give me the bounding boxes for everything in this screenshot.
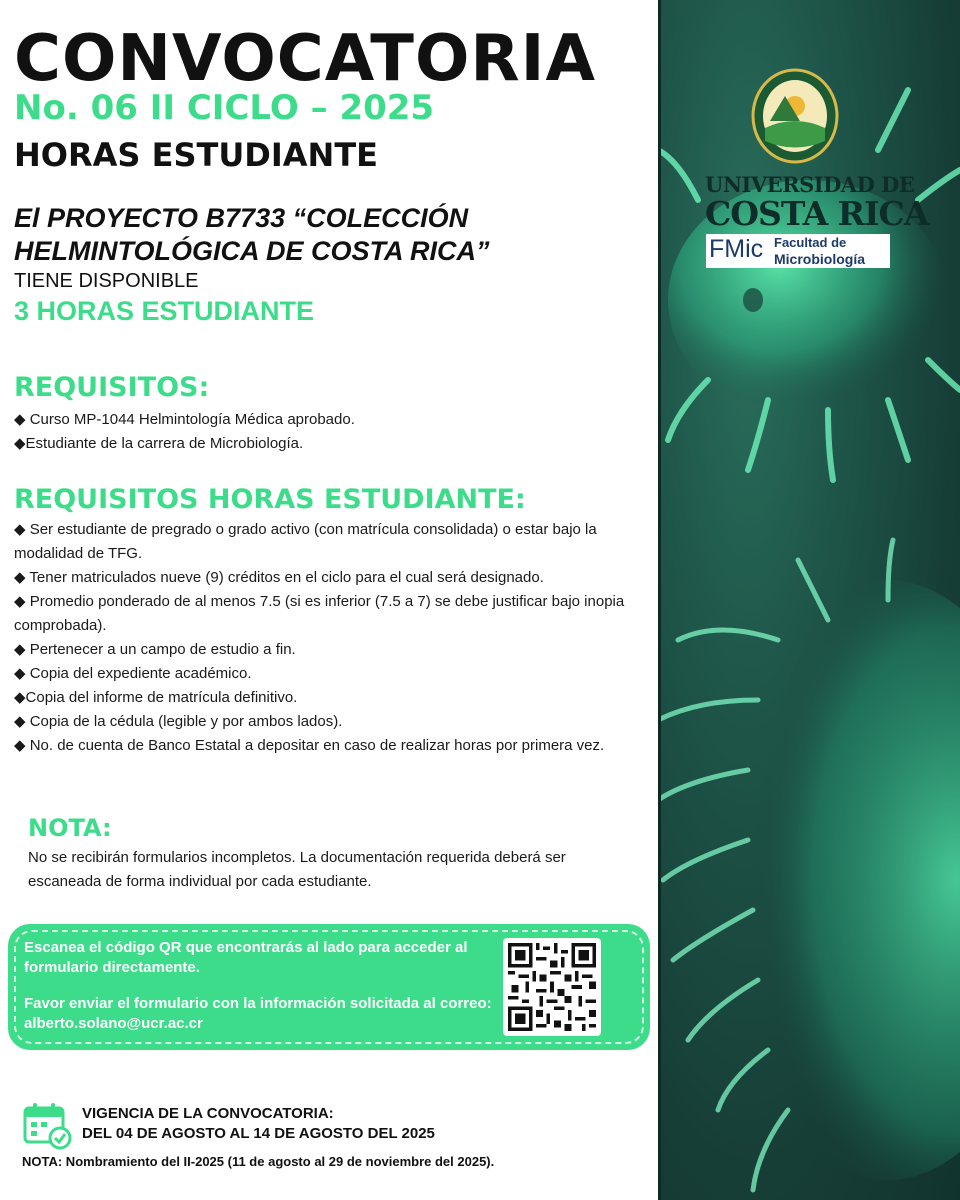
validity-label: VIGENCIA DE LA CONVOCATORIA: [82, 1105, 334, 1122]
calendar-check-icon [22, 1100, 72, 1150]
call-number: No. 06 II CICLO – 2025 [14, 88, 435, 128]
fmic-wordmark: FMic [709, 235, 764, 263]
requirements-heading: REQUISITOS: [14, 372, 210, 403]
list-item: ◆Estudiante de la carrera de Microbiología. [14, 435, 304, 452]
student-hours-requirements-heading: REQUISITOS HORAS ESTUDIANTE: [14, 484, 526, 515]
email-instructions[interactable]: Favor enviar el formulario con la información solicitada al correo: alberto.solano@ucr.ac.cr [24, 995, 492, 1032]
qr-instructions: Escanea el código QR que encontrarás al lado para acceder al formulario directamente. [24, 939, 468, 976]
list-item: ◆ Copia de la cédula (legible y por ambos lados). [14, 713, 343, 730]
university-name-line1: UNIVERSIDAD DE [705, 172, 915, 197]
page-title: CONVOCATORIA [14, 22, 596, 96]
validity-dates: DEL 04 DE AGOSTO AL 14 DE AGOSTO DEL 2025 [82, 1125, 435, 1142]
qr-code-icon[interactable] [503, 938, 601, 1036]
ucr-fmic-logo [700, 66, 929, 276]
project-title-line2: HELMINTOLÓGICA DE COSTA RICA” [14, 236, 490, 266]
validity-period [82, 1104, 435, 1144]
project-title [14, 202, 654, 268]
list-item: ◆ Curso MP-1044 Helmintología Médica aprobado. [14, 411, 355, 428]
list-item: ◆Copia del informe de matrícula definitivo. [14, 689, 298, 706]
qr-code-pattern [508, 943, 596, 1031]
availability-label: TIENE DISPONIBLE [14, 270, 199, 292]
list-item: ◆ Copia del expediente académico. [14, 665, 252, 682]
list-item: ◆ Promedio ponderado de al menos 7.5 (si es inferior (7.5 a 7) se debe justificar bajo inopia comprobada). [14, 593, 625, 634]
ucr-crest-icon [750, 66, 840, 166]
project-title-line1: El PROYECTO B7733 “COLECCIÓN [14, 203, 469, 233]
university-name-line2: COSTA RICA [705, 194, 929, 233]
appointment-note: NOTA: Nombramiento del II-2025 (11 de agosto al 29 de noviembre del 2025). [22, 1154, 495, 1169]
hours-available: 3 HORAS ESTUDIANTE [14, 296, 315, 326]
faculty-name-line2: Microbiología [774, 251, 865, 267]
note-heading: NOTA: [28, 814, 112, 842]
list-item: ◆ Tener matriculados nueve (9) créditos en el ciclo para el cual será designado. [14, 569, 544, 586]
list-item: ◆ No. de cuenta de Banco Estatal a depositar en caso de realizar horas por primera vez. [14, 737, 605, 754]
faculty-badge [706, 234, 890, 268]
faculty-name-line1: Facultad de [774, 235, 847, 250]
note-text: No se recibirán formularios incompletos. La documentación requerida deberá ser escaneada de forma individual por cada estudiante. [28, 849, 566, 890]
requirements-list [14, 408, 355, 456]
student-hours-requirements-list [14, 518, 644, 758]
call-type: HORAS ESTUDIANTE [14, 136, 378, 174]
list-item: ◆ Ser estudiante de pregrado o grado activo (con matrícula consolidada) o estar bajo la modalidad de TFG. [14, 521, 597, 562]
image-panel [658, 0, 960, 1200]
list-item: ◆ Pertenecer a un campo de estudio a fin. [14, 641, 296, 658]
panel-divider [658, 0, 661, 1200]
